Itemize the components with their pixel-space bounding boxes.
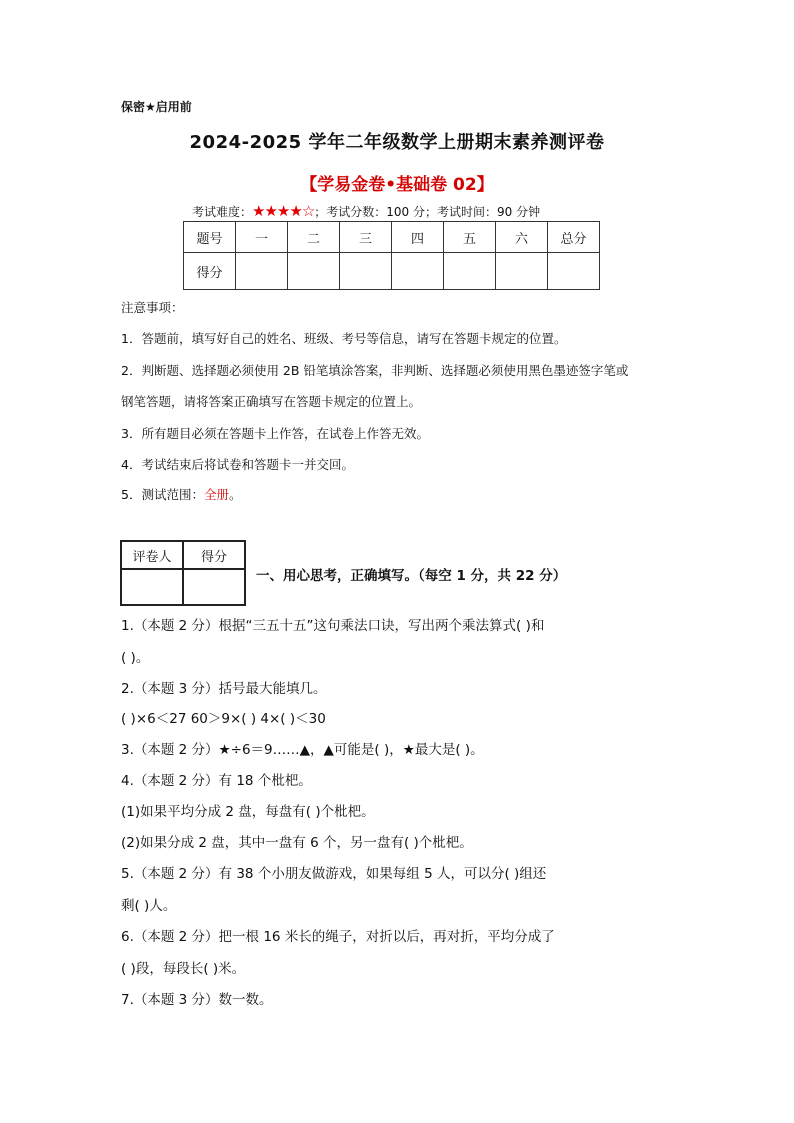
question-line: 2.（本题 3 分）括号最大能填几。 (121, 681, 327, 697)
empty-star-icon: ☆ (301, 202, 315, 220)
score-cell (392, 253, 444, 290)
scope-label: 5．测试范围： (121, 487, 204, 502)
exam-meta (192, 202, 540, 220)
scope-value: 全册 (203, 487, 229, 502)
score-header-cell: 一 (236, 222, 288, 253)
score-header-cell: 六 (496, 222, 548, 253)
note-item: 钢笔答题，请将答案正确填写在答题卡规定的位置上。 (121, 394, 422, 409)
note-item: 2．判断题、选择题必须使用 2B 铅笔填涂答案，非判断、选择题必须使用黑色墨迹签字笔或 (121, 363, 629, 378)
score-header-cell: 总分 (548, 222, 600, 253)
note-item: 1．答题前，填写好自己的姓名、班级、考号等信息，请写在答题卡规定的位置。 (121, 331, 567, 346)
difficulty-label: 考试难度： (192, 205, 253, 219)
score-header-cell: 二 (288, 222, 340, 253)
notes-title: 注意事项： (121, 300, 184, 315)
question-line: 6.（本题 2 分）把一根 16 米长的绳子，对折以后，再对折，平均分成了 (121, 929, 555, 945)
section-heading: 一、用心思考，正确填写。（每空 1 分，共 22 分） (256, 568, 567, 584)
question-line: 7.（本题 3 分）数一数。 (121, 992, 273, 1008)
score-cell (496, 253, 548, 290)
score-header-cell: 四 (392, 222, 444, 253)
question-line: (1)如果平均分成 2 盘，每盘有( )个枇杷。 (121, 804, 375, 820)
question-line: 剩( )人。 (121, 898, 177, 914)
question-line: 4.（本题 2 分）有 18 个枇杷。 (121, 773, 312, 789)
score-row-label: 得分 (184, 253, 236, 290)
grader-col-score: 得分 (183, 541, 245, 569)
score-cell (548, 253, 600, 290)
score-cell (236, 253, 288, 290)
score-cell (288, 253, 340, 290)
note-scope (121, 485, 242, 503)
score-cell (340, 253, 392, 290)
grader-header (121, 541, 245, 569)
question-line: 3.（本题 2 分）★÷6＝9……▲，▲可能是( )，★最大是( )。 (121, 742, 484, 758)
filled-stars-icon: ★★★★ (252, 202, 302, 220)
difficulty-stars (252, 202, 314, 220)
question-line: ( )。 (121, 650, 150, 666)
question-line: (2)如果分成 2 盘，其中一盘有 6 个，另一盘有( )个枇杷。 (121, 835, 473, 851)
score-table-header (184, 222, 600, 253)
score-cell (444, 253, 496, 290)
question-line: ( )×6＜27 60＞9×( ) 4×( )＜30 (121, 711, 326, 727)
score-header-cell: 三 (340, 222, 392, 253)
question-line: 5.（本题 2 分）有 38 个小朋友做游戏，如果每组 5 人，可以分( )组还 (121, 866, 547, 882)
score-header-cell: 五 (444, 222, 496, 253)
grader-row (121, 569, 245, 605)
question-line: ( )段，每段长( )米。 (121, 961, 246, 977)
score-table-row (184, 253, 600, 290)
grader-cell (183, 569, 245, 605)
scope-end: 。 (228, 487, 242, 502)
grader-table (120, 540, 246, 606)
confidential-mark: 保密★启用前 (121, 100, 192, 114)
note-item: 3．所有题目必须在答题卡上作答，在试卷上作答无效。 (121, 426, 429, 441)
exam-meta-rest: ；考试分数：100 分；考试时间：90 分钟 (314, 205, 541, 219)
score-header-cell: 题号 (184, 222, 236, 253)
question-line: 1.（本题 2 分）根据“三五十五”这句乘法口诀，写出两个乘法算式( )和 (121, 618, 545, 634)
exam-title: 2024-2025 学年二年级数学上册期末素养测评卷 (189, 132, 605, 153)
exam-subtitle: 【学易金卷•基础卷 02】 (300, 175, 494, 195)
grader-col-reviewer: 评卷人 (121, 541, 183, 569)
grader-cell (121, 569, 183, 605)
note-item: 4．考试结束后将试卷和答题卡一并交回。 (121, 457, 354, 472)
score-table (183, 221, 600, 290)
